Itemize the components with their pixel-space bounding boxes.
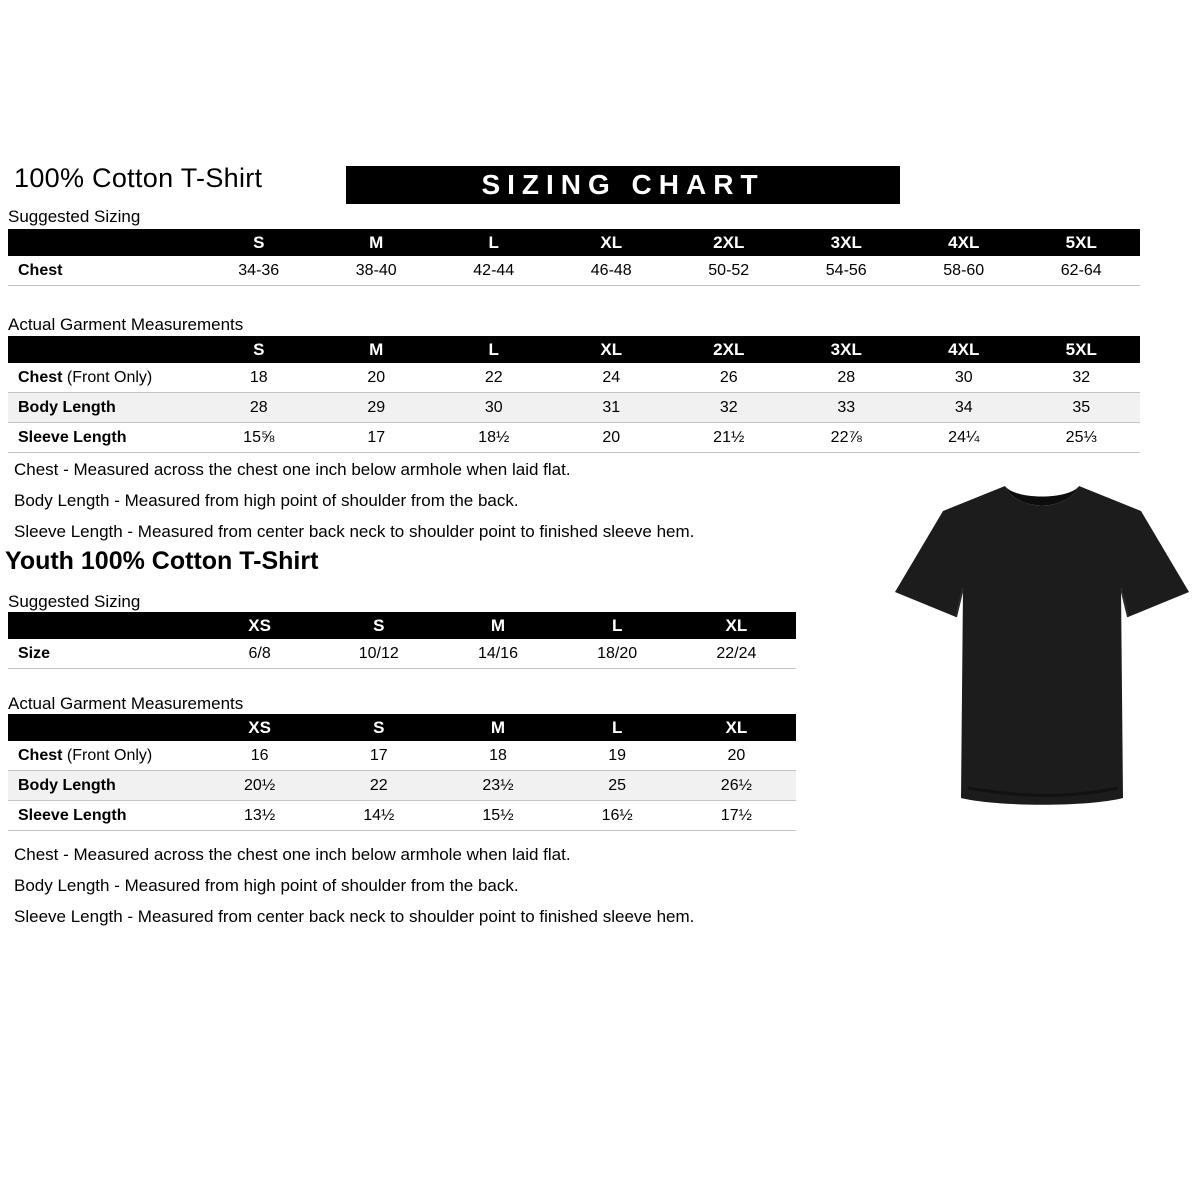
size-column-header: 4XL <box>948 339 980 359</box>
table-row <box>8 639 796 669</box>
measurement-cell: 33 <box>788 393 906 423</box>
size-column-header: XS <box>248 615 271 635</box>
youth-garment-measurements-table <box>8 714 796 831</box>
header-corner-cell <box>8 714 200 741</box>
measurement-cell: 17½ <box>677 801 796 831</box>
size-column-header: S <box>253 232 265 252</box>
measurement-cell: 14/16 <box>438 639 557 669</box>
sizing-chart-banner: SIZING CHART <box>346 166 900 204</box>
size-column-header: S <box>253 339 265 359</box>
size-column-header: XL <box>600 339 623 359</box>
youth-section-title: Youth 100% Cotton T-Shirt <box>5 547 319 575</box>
size-header-row <box>8 612 796 639</box>
measurement-cell: 29 <box>318 393 436 423</box>
measurement-cell: 28 <box>200 393 318 423</box>
row-label: Sleeve Length <box>8 423 200 453</box>
measurement-cell: 18½ <box>435 423 553 453</box>
measurement-cell: 38-40 <box>318 256 436 286</box>
table-row <box>8 741 796 771</box>
measurement-cell: 17 <box>319 741 438 771</box>
size-header-row <box>8 714 796 741</box>
size-column-header: M <box>490 615 506 635</box>
header-corner-cell <box>8 612 200 639</box>
size-column-header: M <box>369 339 384 359</box>
measurement-cell: 42-44 <box>435 256 553 286</box>
measurement-cell: 22/24 <box>677 639 796 669</box>
size-header-row <box>8 336 1140 363</box>
measurement-cell: 18 <box>438 741 557 771</box>
youth-measurement-notes <box>14 845 834 938</box>
size-column-header: L <box>611 717 623 737</box>
size-column-header: 2XL <box>713 339 745 359</box>
row-label: Chest (Front Only) <box>8 741 200 771</box>
measurement-cell: 22⅞ <box>788 423 906 453</box>
measurement-cell: 20½ <box>200 771 319 801</box>
measurement-cell: 18/20 <box>558 639 677 669</box>
measurement-cell: 15½ <box>438 801 557 831</box>
row-label: Body Length <box>8 771 200 801</box>
measurement-cell: 34-36 <box>200 256 318 286</box>
table-row <box>8 423 1140 453</box>
table-row <box>8 393 1140 423</box>
measurement-cell: 16 <box>200 741 319 771</box>
measurement-cell: 20 <box>677 741 796 771</box>
size-column-header: L <box>488 232 499 252</box>
measurement-cell: 17 <box>318 423 436 453</box>
measurement-note-sleeve-length: Sleeve Length - Measured from center back neck to shoulder point to finished sleeve hem. <box>14 907 695 926</box>
size-column-header: XL <box>725 615 748 635</box>
size-column-header: XS <box>248 717 271 737</box>
size-column-header: 3XL <box>830 232 862 252</box>
measurement-cell: 25 <box>558 771 677 801</box>
measurement-cell: 22 <box>319 771 438 801</box>
measurement-cell: 20 <box>553 423 671 453</box>
table-row <box>8 256 1140 286</box>
measurement-note-body-length: Body Length - Measured from high point of shoulder from the back. <box>14 876 519 895</box>
measurement-cell: 16½ <box>558 801 677 831</box>
adult-garment-measurements-table <box>8 336 1140 453</box>
measurement-cell: 50-52 <box>670 256 788 286</box>
measurement-cell: 24¼ <box>905 423 1023 453</box>
measurement-cell: 28 <box>788 363 906 393</box>
black-tshirt-image <box>888 476 1196 820</box>
measurement-cell: 20 <box>318 363 436 393</box>
measurement-cell: 24 <box>553 363 671 393</box>
measurement-cell: 15⅝ <box>200 423 318 453</box>
measurement-cell: 23½ <box>438 771 557 801</box>
adult-measurement-notes <box>14 460 834 553</box>
measurement-note-chest: Chest - Measured across the chest one inch below armhole when laid flat. <box>14 845 571 864</box>
row-label: Chest <box>8 256 200 286</box>
measurement-cell: 25⅓ <box>1023 423 1141 453</box>
measurement-note-chest: Chest - Measured across the chest one inch below armhole when laid flat. <box>14 460 571 479</box>
size-column-header: S <box>373 615 385 635</box>
measurement-cell: 13½ <box>200 801 319 831</box>
measurement-cell: 21½ <box>670 423 788 453</box>
measurement-cell: 31 <box>553 393 671 423</box>
measurement-cell: 19 <box>558 741 677 771</box>
measurement-cell: 35 <box>1023 393 1141 423</box>
size-column-header: S <box>373 717 385 737</box>
measurement-cell: 14½ <box>319 801 438 831</box>
size-column-header: M <box>369 232 384 252</box>
row-label: Sleeve Length <box>8 801 200 831</box>
page-title: 100% Cotton T-Shirt <box>14 163 263 193</box>
size-column-header: 2XL <box>713 232 745 252</box>
youth-suggested-sizing-table <box>8 612 796 669</box>
tshirt-body-shape <box>895 486 1189 805</box>
table-row <box>8 801 796 831</box>
adult-suggested-sizing-label: Suggested Sizing <box>8 207 141 226</box>
measurement-cell: 18 <box>200 363 318 393</box>
measurement-cell: 26 <box>670 363 788 393</box>
measurement-cell: 10/12 <box>319 639 438 669</box>
size-column-header: M <box>490 717 506 737</box>
size-header-row <box>8 229 1140 256</box>
table-row <box>8 771 796 801</box>
adult-suggested-sizing-table <box>8 229 1140 286</box>
measurement-cell: 26½ <box>677 771 796 801</box>
measurement-note-sleeve-length: Sleeve Length - Measured from center back neck to shoulder point to finished sleeve hem. <box>14 522 695 541</box>
measurement-cell: 54-56 <box>788 256 906 286</box>
size-column-header: L <box>611 615 623 635</box>
size-column-header: 4XL <box>948 232 980 252</box>
measurement-cell: 6/8 <box>200 639 319 669</box>
youth-suggested-sizing-label: Suggested Sizing <box>8 592 141 611</box>
table-row <box>8 363 1140 393</box>
header-corner-cell <box>8 336 200 363</box>
adult-garment-measurements-label: Actual Garment Measurements <box>8 315 244 334</box>
size-column-header: XL <box>725 717 748 737</box>
size-column-header: 5XL <box>1065 232 1097 252</box>
size-column-header: 3XL <box>830 339 862 359</box>
measurement-cell: 58-60 <box>905 256 1023 286</box>
measurement-note-body-length: Body Length - Measured from high point of shoulder from the back. <box>14 491 519 510</box>
measurement-cell: 32 <box>670 393 788 423</box>
youth-garment-measurements-label: Actual Garment Measurements <box>8 694 244 713</box>
row-label: Chest (Front Only) <box>8 363 200 393</box>
size-column-header: 5XL <box>1065 339 1097 359</box>
measurement-cell: 34 <box>905 393 1023 423</box>
size-column-header: XL <box>600 232 623 252</box>
header-corner-cell <box>8 229 200 256</box>
row-label: Size <box>8 639 200 669</box>
measurement-cell: 30 <box>905 363 1023 393</box>
measurement-cell: 62-64 <box>1023 256 1141 286</box>
measurement-cell: 22 <box>435 363 553 393</box>
measurement-cell: 46-48 <box>553 256 671 286</box>
size-column-header: L <box>488 339 499 359</box>
row-label: Body Length <box>8 393 200 423</box>
measurement-cell: 32 <box>1023 363 1141 393</box>
measurement-cell: 30 <box>435 393 553 423</box>
